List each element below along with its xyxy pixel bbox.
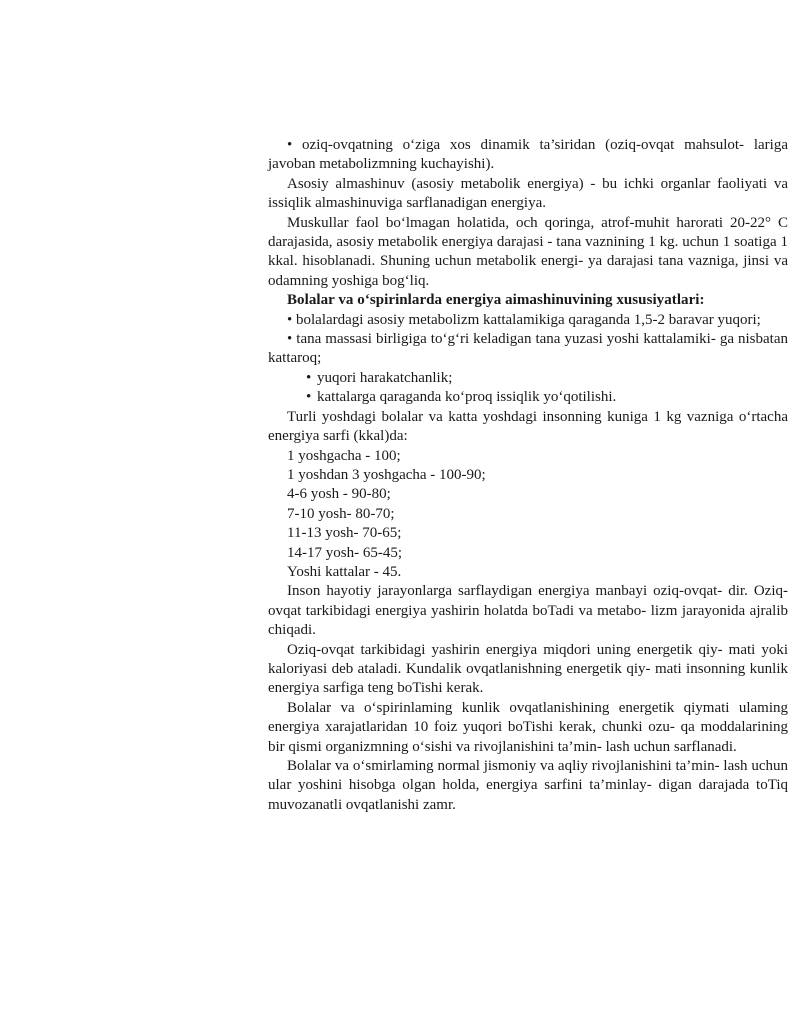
paragraph-balanced-nutrition: Bolalar va o‘smirlaming normal jismoniy va aqliy rivojlanishini ta’min- lash uchun ular yoshini hisobga olgan holda, energiya sarfini ta’minlay- digan darajada toTiq muvozanatli ovqatlanishi zamr. bbox=[268, 758, 788, 813]
paragraph-energy-source: Inson hayotiy jarayonlarga sarflaydigan energiya manbayi oziq-ovqat- dir. Oziq-ovqat tarkibidagi energiya yashirin holatda boTadi va metabo- lizm jarayonida ajralib chiqadi. bbox=[268, 583, 788, 639]
page-body bbox=[268, 136, 788, 815]
paragraph-basal-metabolism: Asosiy almashinuv (asosiy metabolik energiya) - bu ichki organlar faoliyati va issiqlik almashinuviga sarflanadigan energiya. bbox=[268, 175, 788, 212]
age-line: Yoshi kattalar - 45. bbox=[287, 563, 402, 580]
bullet-body-surface: • tana massasi birligiga to‘g‘ri keladigan tana yuzasi yoshi kattalamiki- ga nisbatan kattaroq; bbox=[268, 331, 788, 367]
bullet-heat-loss bbox=[268, 388, 788, 407]
paragraph-energy-by-age: Turli yoshdagi bolalar va katta yoshdagi insonning kuniga 1 kg vazniga o‘rtacha energiya sarfi (kkal)da: bbox=[268, 408, 788, 445]
age-line: 4-6 yosh - 90-80; bbox=[287, 486, 391, 503]
paragraph-metabolic-level: Muskullar faol bo‘lmagan holatida, och qoringa, atrof-muhit harorati 20-22° C darajasida, asosiy metabolik energiya darajasi - tana vaznining 1 kg. uchun 1 soatiga 1 kkal. hisoblanadi. Shuning uchun metabolik energi- ya darajasi tana vazniga, jinsi va odamning yoshiga bog‘liq. bbox=[268, 214, 788, 289]
paragraph-dynamic-effect: • oziq-ovqatning o‘ziga xos dinamik ta’siridan (oziq-ovqat mahsulot- lariga javoban metabolizmning kuchayishi). bbox=[268, 137, 788, 173]
age-line: 1 yoshgacha - 100; bbox=[287, 447, 401, 464]
bullet-text: yuqori harakatchanlik; bbox=[317, 369, 453, 386]
age-line: 1 yoshdan 3 yoshgacha - 100-90; bbox=[287, 466, 486, 483]
bullet-mobility bbox=[268, 369, 788, 388]
paragraph-caloric-value: Oziq-ovqat tarkibidagi yashirin energiya miqdori uning energetik qiy- mati yoki kaloriyasi deb ataladi. Kundalik ovqatlanishning energetik qiy- mati insonning kunlik energiya sarfiga teng boTishi kerak. bbox=[268, 641, 788, 697]
bullet-marker: • bbox=[306, 369, 312, 386]
section-heading: Bolalar va o‘spirinlarda energiya aimashinuvining xususiyatlari: bbox=[287, 292, 705, 309]
age-line: 11-13 yosh- 70-65; bbox=[287, 525, 402, 542]
age-line: 7-10 yosh- 80-70; bbox=[287, 505, 395, 522]
bullet-basal-higher: • bolalardagi asosiy metabolizm kattalamikiga qaraganda 1,5-2 baravar yuqori; bbox=[287, 311, 761, 328]
bullet-text: kattalarga qaraganda ko‘proq issiqlik yo‘qotilishi. bbox=[317, 389, 617, 406]
bullet-marker: • bbox=[306, 389, 312, 406]
paragraph-children-energy: Bolalar va o‘spirinlaming kunlik ovqatlanishining energetik qiymati ulaming energiya xarajatlaridan 10 foiz yuqori boTishi kerak, chunki ozu- qa moddalarining bir qismi organizmning o‘sishi va rivojlanishini ta’min- lash uchun sarflanadi. bbox=[268, 699, 788, 755]
age-line: 14-17 yosh- 65-45; bbox=[287, 544, 402, 561]
